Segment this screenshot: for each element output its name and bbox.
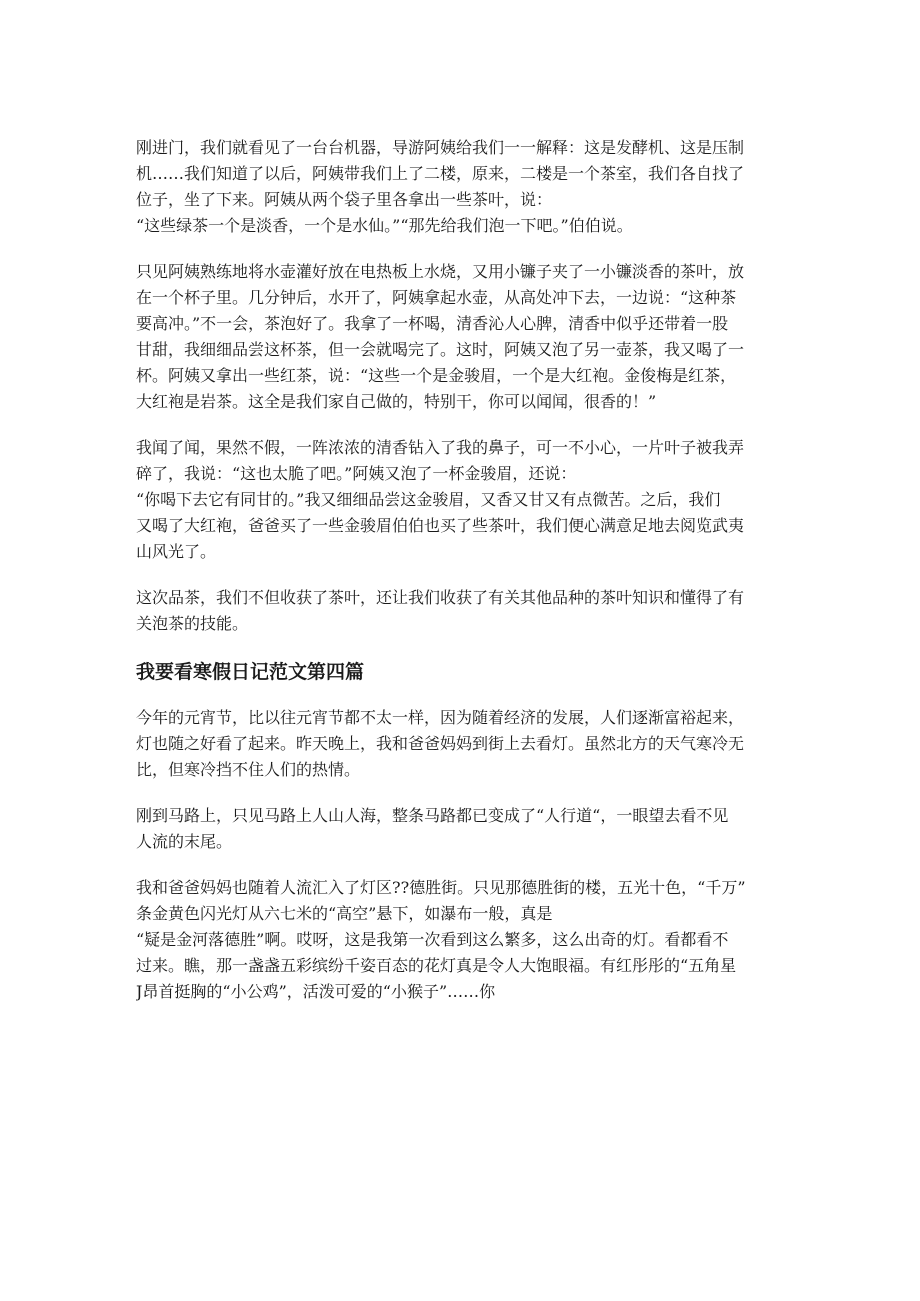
- text-line: “你喝下去它有同甘的。”我又细细品尝这金骏眉，又香又甘又有点微苦。之后，我们: [136, 490, 721, 509]
- text-line: 条金黄色闪光灯从六七米的“高空”悬下，如瀑布一般，真是: [136, 904, 553, 923]
- text-line: 又喝了大红袍，爸爸买了一些金骏眉伯伯也买了些茶叶，我们便心满意足地去阅览武夷: [136, 516, 745, 535]
- text-line: 大红袍是岩茶。这全是我们家自己做的，特别干，你可以闻闻，很香的！”: [136, 392, 657, 411]
- text-line: J昂首挺胸的“小公鸡”，活泼可爱的“小猴子”……你: [136, 982, 496, 1001]
- paragraph-conclusion: [136, 585, 782, 637]
- paragraph-lantern-street: [136, 875, 782, 1005]
- paragraph-tasting: [136, 435, 782, 565]
- text-line: 在一个杯子里。几分钟后，水开了，阿姨拿起水壶，从高处冲下去，一边说：“这种茶: [136, 288, 737, 307]
- paragraph-factory-tour: [136, 135, 782, 239]
- text-line: 我闻了闻，果然不假，一阵浓浓的清香钻入了我的鼻子，可一不小心，一片叶子被我弄: [136, 438, 745, 457]
- text-line: 刚到马路上，只见马路上人山人海，整条马路都已变成了“人行道“，一眼望去看不见: [136, 806, 729, 825]
- text-line: 只见阿姨熟练地将水壶灌好放在电热板上水烧，又用小镰子夹了一小镰淡香的茶叶，放: [136, 262, 745, 281]
- text-line: 比，但寒冷挡不住人们的热情。: [136, 760, 361, 779]
- text-line: 这次品茶，我们不但收获了茶叶，还让我们收获了有关其他品种的茶叶知识和懂得了有: [136, 588, 745, 607]
- section-heading: 我要看寒假日记范文第四篇: [136, 661, 365, 683]
- paragraph-lantern-festival: [136, 705, 782, 783]
- text-line: 杯。阿姨又拿出一些红茶，说：“这些一个是金骏眉，一个是大红袍。金俊梅是红茶，: [136, 366, 737, 385]
- paragraph-crowded-road: [136, 803, 782, 855]
- text-line: 位子，坐了下来。阿姨从两个袋子里各拿出一些茶叶，说：: [136, 190, 553, 209]
- document-page: [136, 135, 782, 1025]
- text-line: “疑是金河落德胜”啊。哎呀，这是我第一次看到这么繁多，这么出奇的灯。看都看不: [136, 930, 729, 949]
- paragraph-brewing-tea: [136, 259, 782, 415]
- text-line: 过来。瞧，那一盏盏五彩缤纷千姿百态的花灯真是令人大饱眼福。有红彤彤的“五角星: [136, 956, 737, 975]
- text-line: 碎了，我说：“这也太脆了吧。”阿姨又泡了一杯金骏眉，还说：: [136, 464, 577, 483]
- text-line: 要高冲。”不一会，茶泡好了。我拿了一杯喝，清香沁人心脾，清香中似乎还带着一股: [136, 314, 729, 333]
- text-line: 山风光了。: [136, 542, 217, 561]
- text-line: “这些绿茶一个是淡香，一个是水仙。”“那先给我们泡一下吧。”伯伯说。: [136, 216, 633, 235]
- text-line: 今年的元宵节，比以往元宵节都不太一样，因为随着经济的发展，人们逐渐富裕起来，: [136, 708, 745, 727]
- text-line: 人流的末尾。: [136, 832, 233, 851]
- text-line: 我和爸爸妈妈也随着人流汇入了灯区??德胜街。只见那德胜街的楼，五光十色，“千万”: [136, 878, 746, 897]
- text-line: 刚进门，我们就看见了一台台机器，导游阿姨给我们一一解释：这是发酵机、这是压制: [136, 138, 745, 157]
- text-line: 灯也随之好看了起来。昨天晚上，我和爸爸妈妈到街上去看灯。虽然北方的天气寒冷无: [136, 734, 745, 753]
- text-line: 机……我们知道了以后，阿姨带我们上了二楼，原来，二楼是一个茶室，我们各自找了: [136, 164, 745, 183]
- text-line: 关泡茶的技能。: [136, 614, 249, 633]
- text-line: 甘甜，我细细品尝这杯茶，但一会就喝完了。这时，阿姨又泡了另一壶茶，我又喝了一: [136, 340, 745, 359]
